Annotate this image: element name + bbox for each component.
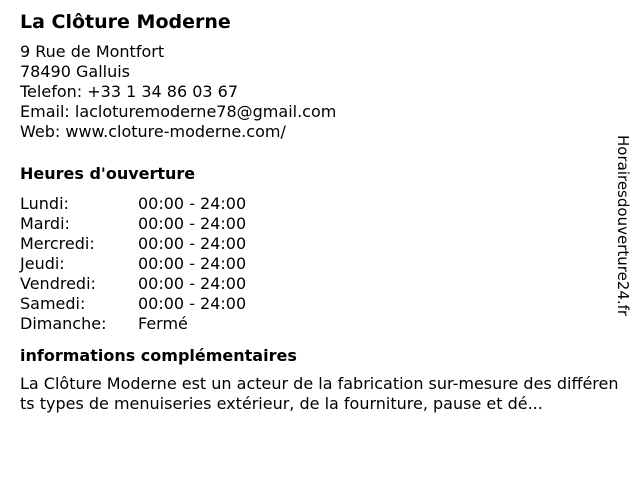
- day-label: Jeudi:: [20, 254, 65, 273]
- additional-info-heading: informations complémentaires: [20, 346, 297, 365]
- day-label: Mercredi:: [20, 234, 95, 253]
- site-watermark: [613, 135, 633, 345]
- phone-line: Telefon: +33 1 34 86 03 67: [20, 82, 239, 101]
- hours-row-friday: [20, 274, 620, 294]
- hours-row-wednesday: [20, 234, 620, 254]
- hours-value: 00:00 - 24:00: [138, 274, 247, 293]
- address-city: 78490 Galluis: [20, 62, 130, 81]
- day-label: Lundi:: [20, 194, 69, 213]
- hours-row-thursday: [20, 254, 620, 274]
- hours-row-tuesday: [20, 214, 620, 234]
- website-line: Web: www.cloture-moderne.com/: [20, 122, 286, 141]
- opening-hours-table: [20, 194, 620, 334]
- hours-value: 00:00 - 24:00: [138, 194, 247, 213]
- day-label: Mardi:: [20, 214, 70, 233]
- watermark-text: Horairesdouverture24.fr: [614, 135, 632, 317]
- business-description: La Clôture Moderne est un acteur de la fabrication sur-mesure des différents types de menuiseries extérieur, de la fourniture, pause et dé...: [20, 374, 619, 413]
- day-label: Dimanche:: [20, 314, 107, 333]
- hours-row-sunday: [20, 314, 620, 334]
- hours-value: 00:00 - 24:00: [138, 254, 247, 273]
- business-name: La Clôture Moderne: [20, 11, 231, 33]
- opening-hours-heading: Heures d'ouverture: [20, 164, 196, 183]
- hours-value: 00:00 - 24:00: [138, 294, 247, 313]
- hours-value: 00:00 - 24:00: [138, 234, 247, 253]
- day-label: Samedi:: [20, 294, 86, 313]
- business-card: [20, 8, 620, 414]
- hours-value: Fermé: [138, 314, 188, 333]
- address-street: 9 Rue de Montfort: [20, 42, 165, 61]
- email-line: Email: lacloturemoderne78@gmail.com: [20, 102, 337, 121]
- day-label: Vendredi:: [20, 274, 96, 293]
- hours-value: 00:00 - 24:00: [138, 214, 247, 233]
- hours-row-saturday: [20, 294, 620, 314]
- hours-row-monday: [20, 194, 620, 214]
